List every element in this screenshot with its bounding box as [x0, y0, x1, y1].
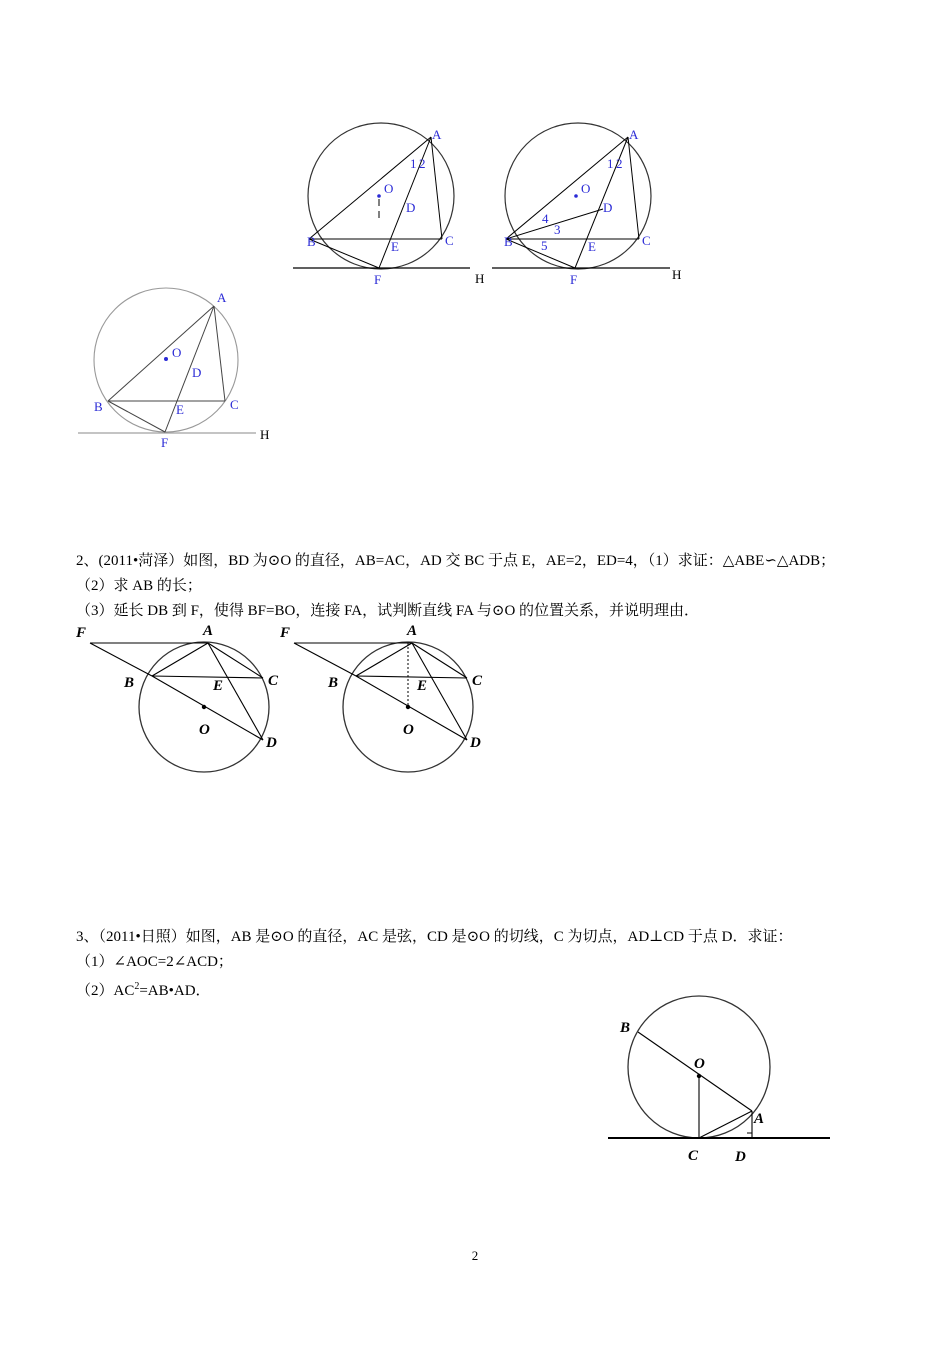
label-C: C: [445, 233, 454, 248]
label-B: B: [620, 1020, 631, 1036]
label-C: C: [472, 673, 483, 689]
label-O: O: [581, 181, 591, 196]
label-F: F: [374, 272, 382, 287]
label-D: D: [406, 200, 416, 215]
problem3-line1: 3、（2011•日照）如图，AB 是⊙O 的直径，AC 是弦，CD 是⊙O 的切线，C 为切点，AD⊥CD 于点 D．求证：: [76, 929, 793, 945]
label-O: O: [384, 181, 394, 196]
label-F: F: [76, 625, 87, 641]
figure-problem3: [600, 1010, 840, 1170]
label-O: O: [199, 722, 210, 738]
label-5: 5: [541, 238, 548, 253]
label-F: F: [570, 272, 578, 287]
label-E: E: [588, 239, 596, 254]
problem3-line3-pre: （2）AC: [76, 983, 135, 999]
label-D: D: [735, 1149, 746, 1165]
label-3: 3: [554, 222, 561, 237]
label-B: B: [307, 234, 316, 249]
label-O: O: [694, 1056, 705, 1072]
label-C: C: [230, 397, 239, 412]
problem2-line2: （2）求 AB 的长；: [76, 578, 202, 594]
label-A: A: [407, 623, 418, 639]
figure-top-pair: [285, 115, 695, 295]
label-B: B: [328, 675, 339, 691]
figure-top-left: [293, 123, 484, 287]
problem3-line3: [76, 977, 211, 1001]
label-B: B: [504, 234, 513, 249]
label-E: E: [213, 678, 224, 694]
problem2-line1: 2、(2011•菏泽）如图，BD 为⊙O 的直径，AB=AC，AD 交 BC 于点 E，AE=2，ED=4，（1）求证：△ABE∽△ADB；: [76, 553, 836, 569]
label-O: O: [172, 345, 182, 360]
label-C: C: [642, 233, 651, 248]
label-F: F: [280, 625, 291, 641]
label-A: A: [217, 290, 227, 305]
label-A: A: [754, 1111, 765, 1127]
figure-top-right: [492, 123, 681, 287]
label-O: O: [403, 722, 414, 738]
label-D: D: [266, 735, 277, 751]
label-1: 1: [607, 156, 614, 171]
label-A: A: [203, 623, 214, 639]
label-C: C: [688, 1148, 699, 1164]
label-F: F: [161, 435, 169, 450]
problem3-line2: （1）∠AOC=2∠ACD；: [76, 954, 233, 970]
label-C: C: [268, 673, 279, 689]
problem3-line3-post: =AB•AD．: [139, 983, 211, 999]
label-B: B: [94, 399, 103, 414]
figure-problem2: [70, 620, 510, 780]
figure-second: [70, 280, 290, 455]
figure-problem2-right: [279, 623, 483, 772]
label-2: 2: [616, 156, 623, 171]
label-1: 1: [410, 156, 417, 171]
label-2: 2: [419, 156, 426, 171]
problem2-line3: （3）延长 DB 到 F，使得 BF=BO，连接 FA，试判断直线 FA 与⊙O 的位置关系，并说明理由．: [76, 603, 700, 619]
label-H: H: [260, 427, 270, 442]
label-E: E: [417, 678, 428, 694]
label-D: D: [470, 735, 481, 751]
label-E: E: [391, 239, 399, 254]
label-B: B: [124, 675, 135, 691]
label-A: A: [432, 127, 442, 142]
label-D: D: [192, 365, 202, 380]
label-H: H: [475, 271, 485, 286]
page-number: 2: [471, 1248, 479, 1263]
label-A: A: [629, 127, 639, 142]
figure-problem2-left: [75, 623, 279, 772]
label-D: D: [603, 200, 613, 215]
label-4: 4: [542, 211, 549, 226]
problem3-line3-sup: 2: [134, 981, 140, 992]
label-H: H: [672, 267, 682, 282]
label-E: E: [176, 402, 184, 417]
